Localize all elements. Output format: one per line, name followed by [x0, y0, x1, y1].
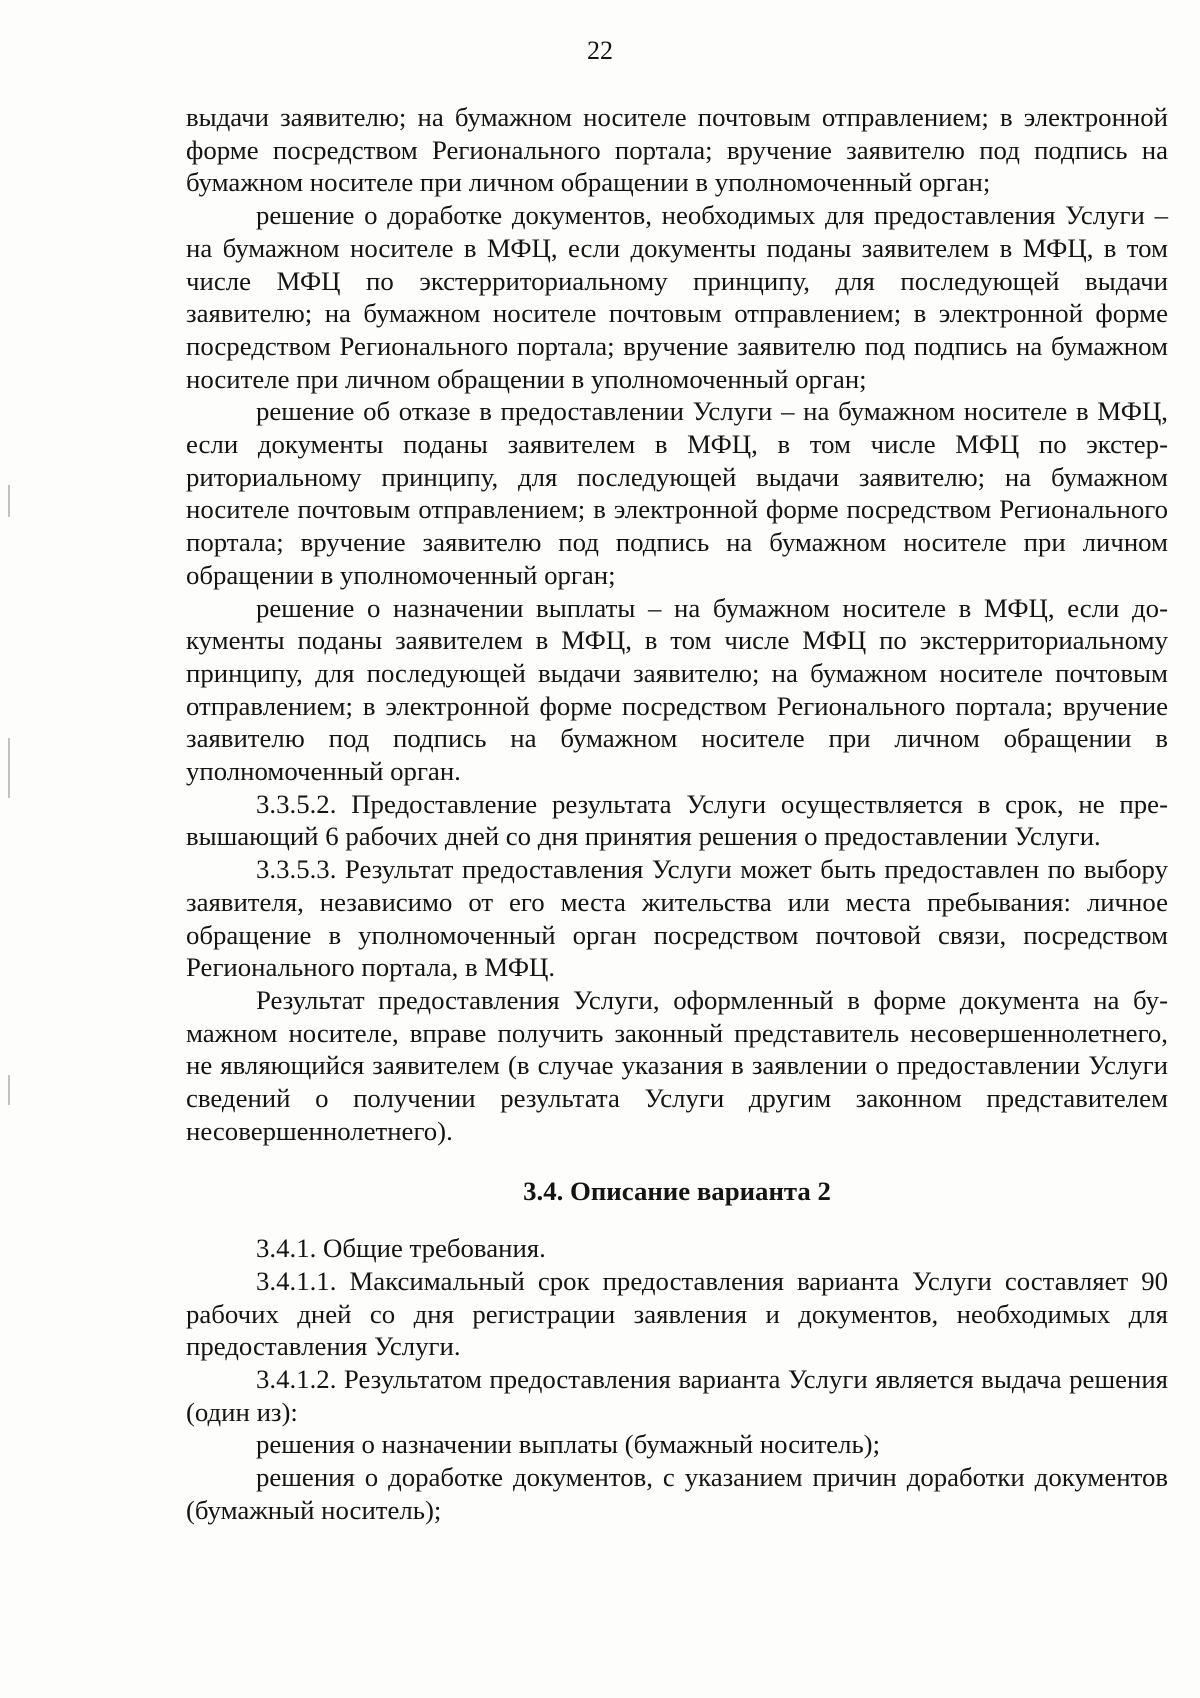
body-paragraph: выдачи заявителю; на бумажном носителе почтовым отправлением; в электронной форме посредством Регионального портала; вручение заявителю под подпись на бумажном носителе при личном обращении в уполномоченный орган;: [186, 102, 1168, 198]
section-heading: 3.4. Описание варианта 2: [523, 1175, 831, 1206]
scan-artifact-mark: [8, 485, 10, 517]
section-paragraph: 3.4.1. Общие требования.: [256, 1233, 546, 1264]
body-paragraph: решение об отказе в предоставлении Услуги – на бумажном носителе в МФЦ, если документы поданы заявителем в МФЦ, в том числе МФЦ по экстерриториальному принципу, для последующей выдачи заявителю; на бумажном носителе почтовым отправлением; в электронной форме посредством Регионального портала; вручение заявителю под подпись на бумажном носителе при личном обращении в уполномоченный орган;: [186, 396, 1168, 590]
section-paragraph: 3.4.1.1. Максимальный срок предоставления варианта Услуги составляет 90 рабочих дней со дня регистрации заявления и документов, необходимых для предоставления Услуги.: [186, 1265, 1168, 1362]
body-paragraph: 3.3.5.2. Предоставление результата Услуги осуществляется в срок, не превышающий 6 рабочих дней со дня принятия решения о предоставлении Услуги.: [186, 788, 1168, 852]
section-paragraph: решения о доработке документов, с указанием причин доработки документов (бумажный носитель);: [186, 1462, 1168, 1525]
page-number: 22: [587, 36, 613, 65]
document-body: [186, 101, 1168, 1527]
scan-artifact-mark: [8, 1075, 10, 1105]
body-paragraph: Результат предоставления Услуги, оформленный в форме документа на бумажном носителе, вправе получить законный представитель несовершеннолетнего, не являющийся заявителем (в случае указания в заявлении о предоставлении Услуги сведений о получении результата Услуги другим законном представителем несовершеннолетнего).: [186, 984, 1168, 1146]
scan-artifact-mark: [8, 738, 10, 798]
body-paragraph: решение о доработке документов, необходимых для предоставления Услуги – на бумажном носителе в МФЦ, если документы поданы заявителем в МФЦ, в том числе МФЦ по экстерриториальному принципу, для последующей выдачи заявителю; на бумажном носителе почтовым отправлением; в электронной форме посредством Регионального портала; вручение заявителю под подпись на бумажном носителе при личном обращении в уполномоченный орган;: [186, 200, 1168, 394]
body-paragraph: 3.3.5.3. Результат предоставления Услуги может быть предоставлен по выбору заявителя, независимо от его места жительства или места пребывания: личное обращение в уполномоченный орган посредством почтовой связи, посредством Регионального портала, в МФЦ.: [186, 854, 1168, 983]
section-paragraph: 3.4.1.2. Результатом предоставления варианта Услуги является выдача решения (один из):: [186, 1364, 1168, 1427]
body-paragraph: решение о назначении выплаты – на бумажном носителе в МФЦ, если документы поданы заявителем в МФЦ, в том числе МФЦ по экстерриториальному принципу, для последующей выдачи заявителю; на бумажном носителе почтовым отправлением; в электронной форме посредством Регионального портала; вручение заявителю под подпись на бумажном носителе при личном обращении в уполномоченный орган.: [186, 592, 1168, 787]
section-paragraph: решения о назначении выплаты (бумажный носитель);: [256, 1429, 881, 1460]
